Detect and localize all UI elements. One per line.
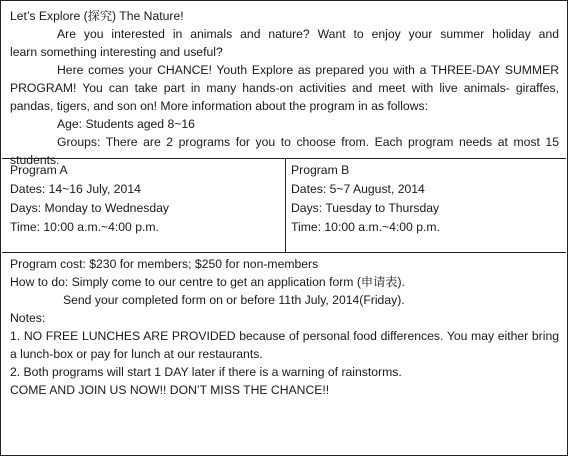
- notes-heading: Notes:: [10, 311, 46, 325]
- program-a-name: Program A: [10, 163, 68, 177]
- age-line: Age: Students aged 8~16: [57, 117, 195, 131]
- program-b-dates: Dates: 5~7 August, 2014: [291, 182, 425, 196]
- program-a-dates: Dates: 14~16 July, 2014: [10, 182, 141, 196]
- closing-line: COME AND JOIN US NOW!! DON’T MISS THE CHANCE!!: [10, 383, 330, 397]
- groups-line-2: students.: [10, 153, 60, 167]
- programs-table: [2, 158, 566, 253]
- program-b-days: Days: Tuesday to Thursday: [291, 201, 440, 215]
- intro-line-5: pandas, tigers, and son on! More information about the program in as follows:: [10, 99, 428, 113]
- note-1-line-1: 1. NO FREE LUNCHES ARE PROVIDED because of personal food differences. You may either bring: [10, 329, 559, 343]
- program-a-cell: [10, 161, 169, 237]
- note-2: 2. Both programs will start 1 DAY later if there is a warning of rainstorms.: [10, 365, 402, 379]
- how-to-line-2: Send your completed form on or before 11th July, 2014(Friday).: [63, 293, 405, 307]
- program-cost: Program cost: $230 for members; $250 for non-members: [10, 257, 319, 271]
- intro-line-3: Here comes your CHANCE! Youth Explore as prepared you with a THREE-DAY SUMMER: [57, 63, 559, 77]
- table-divider: [285, 159, 286, 252]
- notice-title: Let’s Explore (探究) The Nature!: [10, 9, 184, 23]
- program-a-time: Time: 10:00 a.m.~4:00 p.m.: [10, 220, 159, 234]
- program-a-days: Days: Monday to Wednesday: [10, 201, 169, 215]
- groups-line-1: Groups: There are 2 programs for you to choose from. Each program needs at most 15: [57, 135, 559, 149]
- program-b-time: Time: 10:00 a.m.~4:00 p.m.: [291, 220, 440, 234]
- how-to-line-1: How to do: Simply come to our centre to get an application form (申请表).: [10, 275, 405, 289]
- program-b-cell: [291, 161, 440, 237]
- intro-line-4: PROGRAM! You can take part in many hands-on activities and meet with live animals- giraffes,: [10, 81, 559, 95]
- program-b-name: Program B: [291, 163, 350, 177]
- intro-line-1: Are you interested in animals and nature? Want to enjoy your summer holiday and: [57, 27, 559, 41]
- intro-line-2: learn something interesting and useful?: [10, 45, 223, 59]
- note-1-line-2: a lunch-box or pay for lunch at our restaurants.: [10, 347, 263, 361]
